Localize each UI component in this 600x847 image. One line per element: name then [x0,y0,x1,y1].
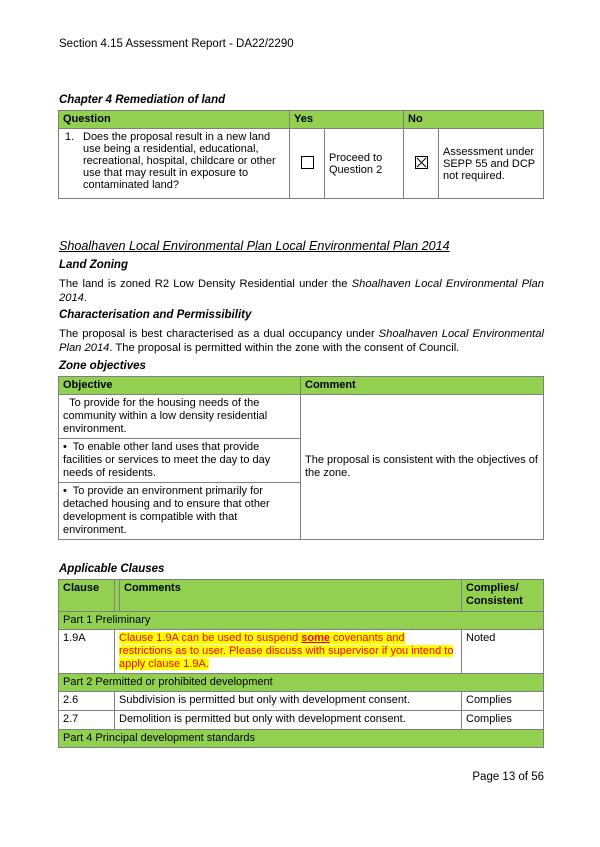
yes-text: Proceed to Question 2 [325,129,404,199]
objective-1: To provide for the housing needs of the community within a low density residential environment. [59,395,301,439]
col-complies: Complies/ Consistent [462,580,544,612]
part1-row: Part 1 Preliminary [59,612,544,630]
chapter4-title: Chapter 4 Remediation of land [59,94,226,106]
characterisation-text [59,327,544,355]
clause-2-6-comment: Subdivision is permitted but only with development consent. [115,692,462,711]
characterisation-plan-name: Shoalhaven Local Environmental Plan 2014 [59,328,544,354]
no-checkbox-cell[interactable] [404,129,439,199]
col-yes: Yes [290,111,404,129]
yes-checkbox[interactable] [301,156,314,169]
clause-1-9a-emphasis: some [301,632,330,644]
land-zoning-text [59,277,544,305]
page-number: Page 13 of 56 [472,771,544,783]
remediation-table [58,110,544,199]
land-zoning-text-a: The land is zoned R2 Low Density Residential under the [59,278,352,290]
clause-1-9a-number: 1.9A [59,630,115,674]
land-zoning-plan-name: Shoalhaven Local Environmental Plan 2014 [59,278,544,304]
zone-objectives-heading: Zone objectives [59,360,146,372]
clause-1-9a-text-c: covenants and restrictions as to user. Please discuss with supervisor if you intend to apply clause 1.9A. [119,632,454,670]
objectives-comment: The proposal is consistent with the objectives of the zone. [301,395,544,540]
characterisation-text-c: . The proposal is permitted within the zone with the consent of Council. [109,342,460,354]
col-question: Question [59,111,290,129]
clause-2-7-status: Complies [462,711,544,730]
clause-2-6-status: Complies [462,692,544,711]
no-text: Assessment under SEPP 55 and DCP not required. [439,129,544,199]
applicable-clauses-heading: Applicable Clauses [59,563,165,575]
question-cell [59,129,290,199]
question-text: Does the proposal result in a new land use being a residential, educational, recreational, hospital, childcare or other use that may result in exposure to contaminated land? [83,131,276,191]
objective-3: • To provide an environment primarily for detached housing and to ensure that other development is compatible with that environment. [59,483,301,540]
part2-row: Part 2 Permitted or prohibited development [59,674,544,692]
land-zoning-heading: Land Zoning [59,259,128,271]
objective-2: • To enable other land uses that provide facilities or services to meet the day to day needs of residents. [59,439,301,483]
clause-2-7-comment: Demolition is permitted but only with development consent. [115,711,462,730]
land-zoning-text-c: . [83,292,87,304]
col-no: No [404,111,544,129]
characterisation-heading: Characterisation and Permissibility [59,309,252,321]
col-clause: Clause [59,580,115,612]
clauses-table [58,579,544,748]
question-number: 1. [65,131,75,143]
part4-row: Part 4 Principal development standards [59,730,544,748]
col-comment: Comment [301,377,544,395]
zone-objectives-table [58,376,544,540]
no-checkbox-checked[interactable] [415,156,428,169]
col-comments: Comments [120,580,462,612]
col-objective: Objective [59,377,301,395]
clause-1-9a-status: Noted [462,630,544,674]
clause-1-9a-comment [115,630,462,674]
clause-1-9a-text-a: Clause 1.9A can be used to suspend [119,632,302,644]
clause-2-6-number: 2.6 [59,692,115,711]
yes-checkbox-cell[interactable] [290,129,325,199]
lep-title: Shoalhaven Local Environmental Plan Local Environmental Plan 2014 [59,239,450,253]
page-header: Section 4.15 Assessment Report - DA22/2290 [59,38,294,50]
clause-2-7-number: 2.7 [59,711,115,730]
characterisation-text-a: The proposal is best characterised as a dual occupancy under [59,328,379,340]
